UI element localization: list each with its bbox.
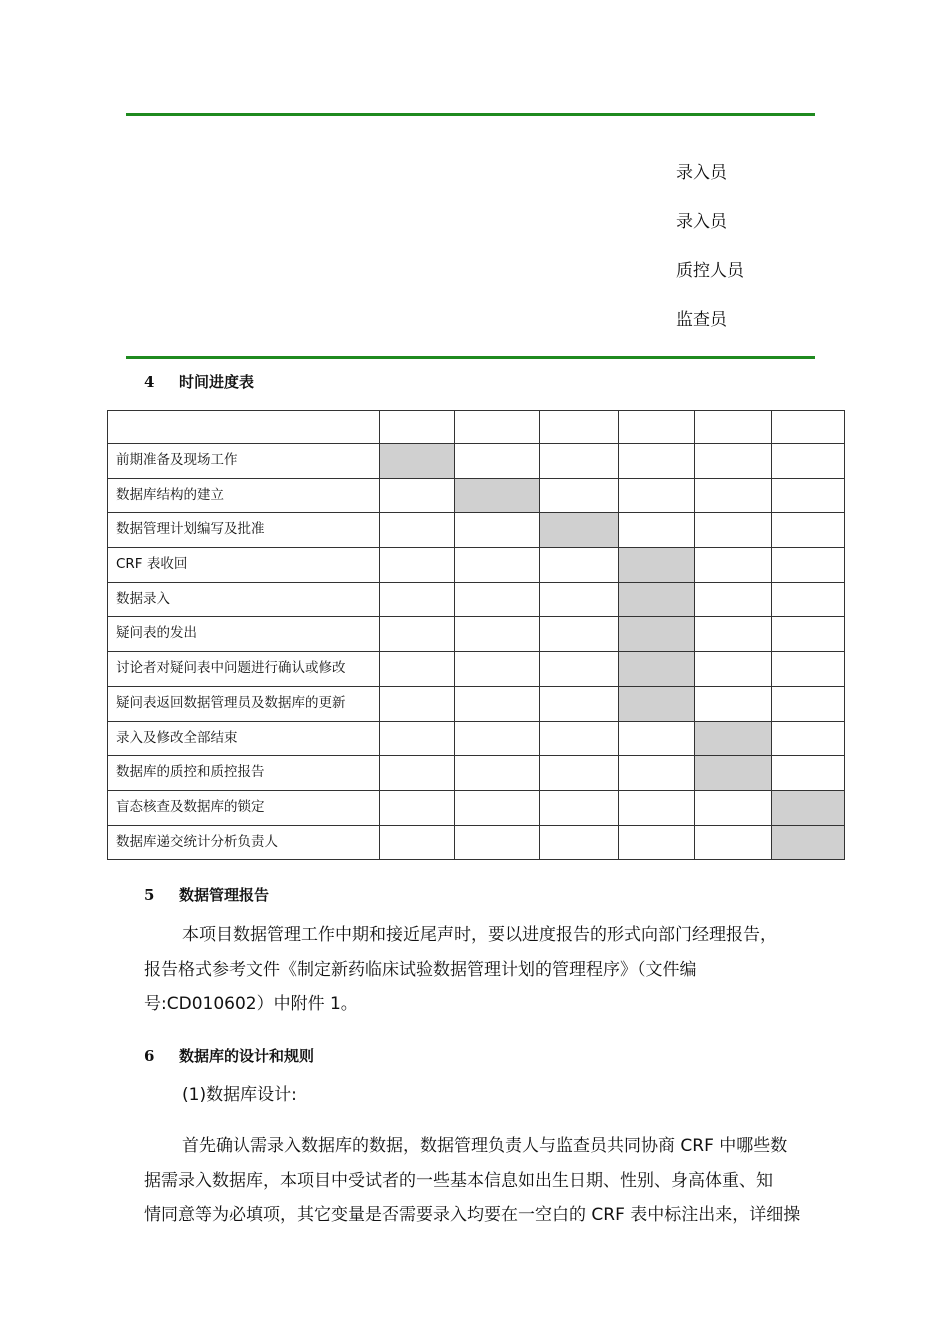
section-number: 4 [144, 373, 155, 391]
task-label: 盲态核查及数据库的锁定 [108, 790, 380, 825]
table-row [108, 617, 845, 652]
timeline-cell [540, 617, 619, 652]
timeline-cell [772, 444, 845, 479]
timeline-cell [619, 790, 695, 825]
timeline-cell [772, 548, 845, 583]
task-label: 数据库的质控和质控报告 [108, 756, 380, 791]
table-row [108, 652, 845, 687]
timeline-cell [772, 513, 845, 548]
timeline-cell [380, 582, 455, 617]
timeline-cell [380, 652, 455, 687]
timeline-cell [619, 756, 695, 791]
timeline-active-cell [619, 617, 695, 652]
timeline-cell [380, 825, 455, 860]
timeline-active-cell [772, 790, 845, 825]
timeline-cell [619, 825, 695, 860]
task-label: 疑问表返回数据管理员及数据库的更新 [108, 686, 380, 721]
section-4-heading [144, 371, 254, 392]
timeline-cell [380, 513, 455, 548]
timeline-active-cell [695, 756, 772, 791]
timeline-cell [540, 444, 619, 479]
timeline-cell [455, 790, 540, 825]
timeline-cell [540, 825, 619, 860]
section-title: 时间进度表 [179, 373, 255, 391]
task-label: 疑问表的发出 [108, 617, 380, 652]
timeline-cell [619, 513, 695, 548]
table-row [108, 582, 845, 617]
timeline-cell [772, 617, 845, 652]
header-cell [455, 411, 540, 444]
report-paragraph [144, 918, 777, 1022]
timeline-cell [540, 652, 619, 687]
timeline-active-cell [455, 478, 540, 513]
table-row [108, 686, 845, 721]
header-cell [540, 411, 619, 444]
table-row [108, 548, 845, 583]
role-item: 录入员 [676, 163, 727, 183]
timeline-cell [695, 790, 772, 825]
role-item: 监查员 [676, 310, 727, 330]
role-item: 质控人员 [676, 261, 744, 281]
header-cell [619, 411, 695, 444]
timeline-cell [772, 582, 845, 617]
task-label: 讨论者对疑问表中问题进行确认或修改 [108, 652, 380, 687]
table-row [108, 444, 845, 479]
timeline-cell [619, 444, 695, 479]
timeline-cell [772, 478, 845, 513]
timeline-cell [695, 582, 772, 617]
section-number: 5 [144, 886, 155, 904]
timeline-cell [380, 478, 455, 513]
task-label: 录入及修改全部结束 [108, 721, 380, 756]
task-label: 数据库结构的建立 [108, 478, 380, 513]
task-label: 数据管理计划编写及批准 [108, 513, 380, 548]
header-cell [108, 411, 380, 444]
timeline-cell [540, 756, 619, 791]
table-row [108, 721, 845, 756]
timeline-cell [540, 686, 619, 721]
header-cell [772, 411, 845, 444]
paragraph-line: 据需录入数据库，本项目中受试者的一些基本信息如出生日期、性别、身高体重、知 [144, 1170, 773, 1191]
timeline-cell [455, 513, 540, 548]
section-number: 6 [144, 1047, 155, 1065]
timeline-cell [619, 478, 695, 513]
timeline-active-cell [619, 686, 695, 721]
paragraph-line: 号:CD010602）中附件 1。 [144, 994, 358, 1014]
timeline-active-cell [695, 721, 772, 756]
paragraph-line: 情同意等为必填项，其它变量是否需要录入均要在一空白的 CRF 表中标注出来，详细操 [144, 1205, 801, 1225]
table-header-row [108, 411, 845, 444]
timeline-cell [772, 756, 845, 791]
section-6-heading [144, 1045, 314, 1066]
table-row [108, 478, 845, 513]
design-paragraph [144, 1129, 800, 1233]
timeline-active-cell [380, 444, 455, 479]
role-item: 录入员 [676, 212, 727, 232]
section-5-heading [144, 884, 269, 905]
timeline-cell [455, 617, 540, 652]
timeline-cell [455, 825, 540, 860]
timeline-cell [772, 686, 845, 721]
timeline-cell [380, 756, 455, 791]
timeline-cell [695, 652, 772, 687]
timeline-cell [380, 790, 455, 825]
table-row [108, 790, 845, 825]
task-label: 数据录入 [108, 582, 380, 617]
timeline-active-cell [619, 652, 695, 687]
timeline-cell [455, 582, 540, 617]
timeline-active-cell [619, 582, 695, 617]
top-rule [126, 113, 815, 116]
timeline-cell [540, 721, 619, 756]
timeline-active-cell [772, 825, 845, 860]
task-label: 数据库递交统计分析负责人 [108, 825, 380, 860]
timeline-cell [380, 548, 455, 583]
timeline-cell [455, 756, 540, 791]
timeline-cell [455, 686, 540, 721]
task-label: 前期准备及现场工作 [108, 444, 380, 479]
timeline-cell [772, 721, 845, 756]
table-row [108, 825, 845, 860]
timeline-cell [619, 721, 695, 756]
timeline-cell [695, 825, 772, 860]
section-title: 数据库的设计和规则 [179, 1047, 315, 1065]
timeline-cell [455, 652, 540, 687]
bottom-rule [126, 356, 815, 359]
timeline-cell [772, 652, 845, 687]
timeline-cell [380, 617, 455, 652]
paragraph-line: 本项目数据管理工作中期和接近尾声时，要以进度报告的形式向部门经理报告， [182, 925, 777, 945]
timeline-cell [380, 721, 455, 756]
header-cell [695, 411, 772, 444]
timeline-cell [540, 582, 619, 617]
timeline-cell [695, 478, 772, 513]
table-row [108, 756, 845, 791]
timeline-cell [695, 686, 772, 721]
table-row [108, 513, 845, 548]
task-label: CRF 表收回 [108, 548, 380, 583]
timeline-cell [695, 617, 772, 652]
timeline-cell [540, 548, 619, 583]
timeline-cell [695, 548, 772, 583]
timeline-cell [380, 686, 455, 721]
header-cell [380, 411, 455, 444]
paragraph-line: 报告格式参考文件《制定新药临床试验数据管理计划的管理程序》（文件编 [144, 959, 697, 980]
timeline-cell [695, 444, 772, 479]
timeline-active-cell [540, 513, 619, 548]
schedule-table [107, 410, 845, 860]
timeline-cell [455, 548, 540, 583]
subheading: (1)数据库设计: [182, 1085, 297, 1105]
timeline-cell [540, 478, 619, 513]
timeline-cell [540, 790, 619, 825]
timeline-active-cell [619, 548, 695, 583]
timeline-cell [695, 513, 772, 548]
timeline-cell [455, 444, 540, 479]
role-list [676, 159, 744, 355]
section-title: 数据管理报告 [179, 886, 270, 904]
paragraph-line: 首先确认需录入数据库的数据，数据管理负责人与监查员共同协商 CRF 中哪些数 [182, 1136, 788, 1156]
timeline-cell [455, 721, 540, 756]
